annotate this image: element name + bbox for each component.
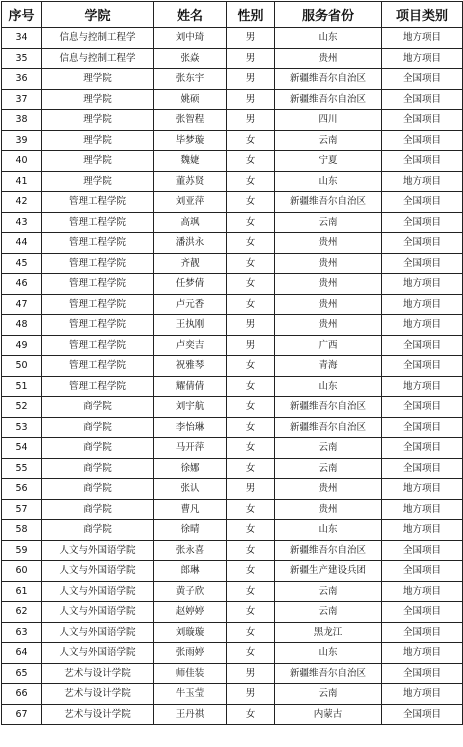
table-row	[2, 438, 463, 459]
cell-name: 刘亚萍	[154, 192, 227, 213]
cell-category: 地方项目	[382, 28, 463, 49]
cell-province: 新疆维吾尔自治区	[275, 540, 382, 561]
cell-index: 58	[2, 520, 42, 541]
table-row	[2, 69, 463, 90]
cell-province: 云南	[275, 581, 382, 602]
cell-gender: 女	[227, 294, 275, 315]
cell-name: 张东宇	[154, 69, 227, 90]
cell-college: 人文与外国语学院	[42, 540, 154, 561]
cell-province: 云南	[275, 438, 382, 459]
cell-category: 地方项目	[382, 171, 463, 192]
cell-index: 49	[2, 335, 42, 356]
cell-index: 60	[2, 561, 42, 582]
cell-province: 新疆维吾尔自治区	[275, 417, 382, 438]
cell-province: 黑龙江	[275, 622, 382, 643]
cell-name: 徐晴	[154, 520, 227, 541]
cell-gender: 男	[227, 89, 275, 110]
cell-name: 耀倩倩	[154, 376, 227, 397]
cell-province: 云南	[275, 130, 382, 151]
table-row	[2, 171, 463, 192]
cell-province: 贵州	[275, 315, 382, 336]
cell-gender: 女	[227, 561, 275, 582]
cell-name: 毕梦璇	[154, 130, 227, 151]
cell-college: 人文与外国语学院	[42, 581, 154, 602]
cell-college: 管理工程学院	[42, 253, 154, 274]
cell-index: 47	[2, 294, 42, 315]
cell-college: 艺术与设计学院	[42, 663, 154, 684]
table-row	[2, 28, 463, 49]
cell-index: 65	[2, 663, 42, 684]
cell-province: 山东	[275, 520, 382, 541]
cell-gender: 男	[227, 479, 275, 500]
cell-index: 42	[2, 192, 42, 213]
cell-category: 全国项目	[382, 663, 463, 684]
cell-gender: 女	[227, 704, 275, 725]
header-province: 服务省份	[275, 2, 382, 28]
cell-name: 李怡琳	[154, 417, 227, 438]
cell-name: 赵婷婷	[154, 602, 227, 623]
cell-province: 贵州	[275, 294, 382, 315]
cell-college: 理学院	[42, 130, 154, 151]
cell-category: 地方项目	[382, 684, 463, 705]
cell-name: 祝雅琴	[154, 356, 227, 377]
cell-province: 贵州	[275, 479, 382, 500]
cell-gender: 男	[227, 28, 275, 49]
cell-index: 40	[2, 151, 42, 172]
cell-category: 地方项目	[382, 48, 463, 69]
table-row	[2, 540, 463, 561]
cell-category: 全国项目	[382, 438, 463, 459]
table-row	[2, 417, 463, 438]
header-college: 学院	[42, 2, 154, 28]
table-row	[2, 294, 463, 315]
cell-index: 39	[2, 130, 42, 151]
cell-province: 广西	[275, 335, 382, 356]
cell-category: 地方项目	[382, 294, 463, 315]
cell-name: 张永喜	[154, 540, 227, 561]
cell-name: 刘璇璇	[154, 622, 227, 643]
cell-name: 卢奕吉	[154, 335, 227, 356]
cell-category: 全国项目	[382, 89, 463, 110]
cell-index: 36	[2, 69, 42, 90]
cell-gender: 女	[227, 274, 275, 295]
cell-college: 信息与控制工程学	[42, 48, 154, 69]
cell-category: 全国项目	[382, 561, 463, 582]
table-row	[2, 356, 463, 377]
cell-province: 贵州	[275, 233, 382, 254]
cell-gender: 男	[227, 110, 275, 131]
cell-name: 徐娜	[154, 458, 227, 479]
cell-college: 商学院	[42, 438, 154, 459]
cell-province: 山东	[275, 28, 382, 49]
cell-category: 地方项目	[382, 581, 463, 602]
cell-gender: 女	[227, 253, 275, 274]
cell-name: 董苏贤	[154, 171, 227, 192]
cell-gender: 女	[227, 233, 275, 254]
cell-gender: 女	[227, 397, 275, 418]
cell-index: 37	[2, 89, 42, 110]
cell-index: 51	[2, 376, 42, 397]
cell-name: 曹凡	[154, 499, 227, 520]
cell-index: 45	[2, 253, 42, 274]
cell-index: 67	[2, 704, 42, 725]
cell-college: 理学院	[42, 89, 154, 110]
cell-province: 山东	[275, 376, 382, 397]
cell-name: 牛玉莹	[154, 684, 227, 705]
cell-province: 新疆维吾尔自治区	[275, 192, 382, 213]
cell-index: 66	[2, 684, 42, 705]
cell-index: 63	[2, 622, 42, 643]
cell-college: 商学院	[42, 499, 154, 520]
cell-gender: 男	[227, 315, 275, 336]
cell-college: 商学院	[42, 479, 154, 500]
cell-category: 全国项目	[382, 110, 463, 131]
cell-index: 56	[2, 479, 42, 500]
cell-province: 山东	[275, 171, 382, 192]
cell-index: 59	[2, 540, 42, 561]
cell-gender: 女	[227, 130, 275, 151]
cell-name: 黄子欣	[154, 581, 227, 602]
cell-name: 刘宇航	[154, 397, 227, 418]
cell-gender: 男	[227, 684, 275, 705]
cell-gender: 女	[227, 622, 275, 643]
cell-name: 魏婕	[154, 151, 227, 172]
cell-province: 宁夏	[275, 151, 382, 172]
header-gender: 性别	[227, 2, 275, 28]
cell-college: 人文与外国语学院	[42, 561, 154, 582]
table-row	[2, 151, 463, 172]
table-row	[2, 335, 463, 356]
cell-name: 高飒	[154, 212, 227, 233]
cell-gender: 女	[227, 581, 275, 602]
cell-gender: 女	[227, 540, 275, 561]
cell-college: 理学院	[42, 110, 154, 131]
table-row	[2, 376, 463, 397]
cell-category: 全国项目	[382, 704, 463, 725]
cell-category: 全国项目	[382, 192, 463, 213]
cell-index: 41	[2, 171, 42, 192]
table-row	[2, 561, 463, 582]
cell-gender: 男	[227, 48, 275, 69]
cell-college: 管理工程学院	[42, 315, 154, 336]
cell-category: 地方项目	[382, 499, 463, 520]
table-row	[2, 520, 463, 541]
table-row	[2, 397, 463, 418]
cell-name: 张雨婷	[154, 643, 227, 664]
cell-name: 卢元香	[154, 294, 227, 315]
cell-gender: 女	[227, 643, 275, 664]
cell-college: 管理工程学院	[42, 233, 154, 254]
table-row	[2, 581, 463, 602]
cell-category: 全国项目	[382, 540, 463, 561]
cell-name: 王执刚	[154, 315, 227, 336]
cell-name: 师佳装	[154, 663, 227, 684]
cell-name: 张认	[154, 479, 227, 500]
cell-category: 全国项目	[382, 397, 463, 418]
table-row	[2, 704, 463, 725]
cell-gender: 女	[227, 376, 275, 397]
cell-category: 全国项目	[382, 622, 463, 643]
cell-gender: 女	[227, 417, 275, 438]
cell-name: 姚硕	[154, 89, 227, 110]
cell-index: 34	[2, 28, 42, 49]
cell-province: 贵州	[275, 274, 382, 295]
cell-category: 地方项目	[382, 643, 463, 664]
table-row	[2, 233, 463, 254]
table-row	[2, 212, 463, 233]
cell-gender: 男	[227, 69, 275, 90]
cell-index: 54	[2, 438, 42, 459]
cell-index: 48	[2, 315, 42, 336]
cell-index: 35	[2, 48, 42, 69]
table-row	[2, 458, 463, 479]
cell-name: 刘中琦	[154, 28, 227, 49]
cell-name: 张焱	[154, 48, 227, 69]
cell-college: 管理工程学院	[42, 294, 154, 315]
cell-gender: 女	[227, 212, 275, 233]
table-row	[2, 192, 463, 213]
cell-index: 64	[2, 643, 42, 664]
table-row	[2, 602, 463, 623]
cell-index: 62	[2, 602, 42, 623]
header-category: 项目类别	[382, 2, 463, 28]
cell-college: 商学院	[42, 397, 154, 418]
cell-category: 全国项目	[382, 356, 463, 377]
cell-college: 艺术与设计学院	[42, 704, 154, 725]
cell-province: 贵州	[275, 253, 382, 274]
cell-college: 管理工程学院	[42, 335, 154, 356]
cell-index: 52	[2, 397, 42, 418]
table-row	[2, 315, 463, 336]
cell-province: 新疆维吾尔自治区	[275, 89, 382, 110]
header-index: 序号	[2, 2, 42, 28]
cell-category: 全国项目	[382, 458, 463, 479]
cell-college: 理学院	[42, 151, 154, 172]
table-row	[2, 274, 463, 295]
cell-gender: 女	[227, 499, 275, 520]
cell-province: 贵州	[275, 499, 382, 520]
cell-index: 38	[2, 110, 42, 131]
table-row	[2, 253, 463, 274]
cell-college: 艺术与设计学院	[42, 684, 154, 705]
table-row	[2, 499, 463, 520]
cell-college: 管理工程学院	[42, 212, 154, 233]
cell-category: 全国项目	[382, 69, 463, 90]
cell-college: 商学院	[42, 520, 154, 541]
cell-province: 云南	[275, 684, 382, 705]
cell-province: 新疆维吾尔自治区	[275, 397, 382, 418]
cell-name: 齐靓	[154, 253, 227, 274]
cell-province: 山东	[275, 643, 382, 664]
cell-college: 人文与外国语学院	[42, 622, 154, 643]
cell-province: 云南	[275, 602, 382, 623]
cell-name: 郎琳	[154, 561, 227, 582]
cell-province: 云南	[275, 212, 382, 233]
cell-gender: 女	[227, 171, 275, 192]
cell-college: 管理工程学院	[42, 192, 154, 213]
cell-index: 57	[2, 499, 42, 520]
cell-province: 四川	[275, 110, 382, 131]
header-row	[2, 2, 463, 28]
table-row	[2, 110, 463, 131]
cell-gender: 女	[227, 356, 275, 377]
cell-category: 地方项目	[382, 479, 463, 500]
table-row	[2, 684, 463, 705]
cell-index: 46	[2, 274, 42, 295]
cell-college: 管理工程学院	[42, 356, 154, 377]
cell-province: 内蒙古	[275, 704, 382, 725]
cell-college: 理学院	[42, 69, 154, 90]
cell-index: 53	[2, 417, 42, 438]
cell-category: 地方项目	[382, 376, 463, 397]
cell-province: 贵州	[275, 48, 382, 69]
cell-name: 王丹祺	[154, 704, 227, 725]
cell-index: 61	[2, 581, 42, 602]
cell-college: 人文与外国语学院	[42, 602, 154, 623]
cell-gender: 女	[227, 151, 275, 172]
table-row	[2, 48, 463, 69]
volunteer-table	[1, 1, 463, 725]
cell-province: 青海	[275, 356, 382, 377]
cell-category: 地方项目	[382, 520, 463, 541]
table-row	[2, 622, 463, 643]
cell-index: 44	[2, 233, 42, 254]
cell-gender: 女	[227, 602, 275, 623]
cell-college: 人文与外国语学院	[42, 643, 154, 664]
cell-category: 全国项目	[382, 602, 463, 623]
cell-name: 马开萍	[154, 438, 227, 459]
cell-college: 管理工程学院	[42, 274, 154, 295]
cell-province: 新疆生产建设兵团	[275, 561, 382, 582]
table-row	[2, 89, 463, 110]
cell-gender: 女	[227, 458, 275, 479]
cell-gender: 女	[227, 192, 275, 213]
table-row	[2, 663, 463, 684]
cell-college: 商学院	[42, 458, 154, 479]
cell-college: 商学院	[42, 417, 154, 438]
cell-category: 全国项目	[382, 335, 463, 356]
cell-category: 全国项目	[382, 130, 463, 151]
cell-province: 新疆维吾尔自治区	[275, 69, 382, 90]
cell-college: 信息与控制工程学	[42, 28, 154, 49]
table-row	[2, 130, 463, 151]
header-name: 姓名	[154, 2, 227, 28]
cell-gender: 男	[227, 335, 275, 356]
cell-category: 地方项目	[382, 315, 463, 336]
cell-index: 43	[2, 212, 42, 233]
cell-index: 55	[2, 458, 42, 479]
cell-gender: 女	[227, 520, 275, 541]
cell-gender: 男	[227, 663, 275, 684]
cell-category: 全国项目	[382, 253, 463, 274]
cell-category: 全国项目	[382, 417, 463, 438]
cell-province: 云南	[275, 458, 382, 479]
table-row	[2, 643, 463, 664]
cell-name: 任梦倩	[154, 274, 227, 295]
table-row	[2, 479, 463, 500]
cell-name: 潘洪永	[154, 233, 227, 254]
cell-college: 理学院	[42, 171, 154, 192]
cell-gender: 女	[227, 438, 275, 459]
cell-index: 50	[2, 356, 42, 377]
cell-province: 新疆维吾尔自治区	[275, 663, 382, 684]
cell-category: 全国项目	[382, 233, 463, 254]
cell-category: 全国项目	[382, 151, 463, 172]
cell-category: 地方项目	[382, 274, 463, 295]
cell-name: 张智程	[154, 110, 227, 131]
cell-category: 全国项目	[382, 212, 463, 233]
cell-college: 管理工程学院	[42, 376, 154, 397]
